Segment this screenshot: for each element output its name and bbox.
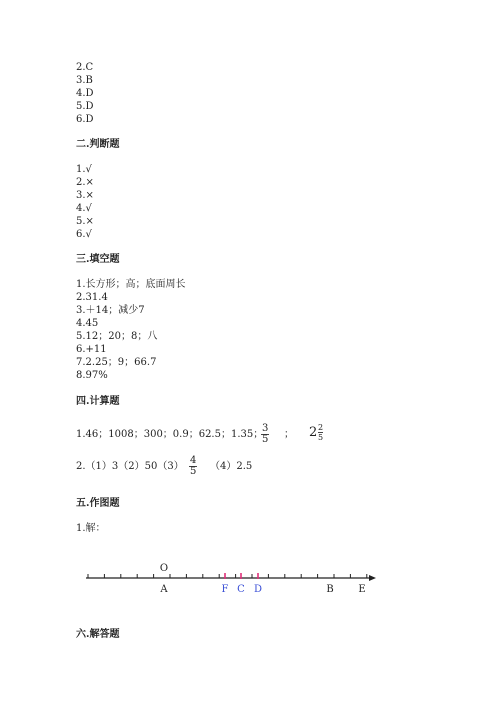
judge-answer-4: 4.√ <box>76 203 92 214</box>
choice-answer-6: 6.D <box>76 114 94 125</box>
fill-answer-5: 5.12；20；8；八 <box>76 331 158 342</box>
section-fill-title: 三.填空题 <box>76 254 120 265</box>
point-label-d: D <box>253 584 263 595</box>
point-label-e: E <box>358 584 366 595</box>
fill-answer-4: 4.45 <box>76 318 99 329</box>
choice-answer-4: 4.D <box>76 88 94 99</box>
fill-answer-6: 6.+11 <box>76 344 107 355</box>
mixed-numerator: 2 <box>318 423 324 432</box>
fill-answer-2: 2.31.4 <box>76 292 108 303</box>
mixed-whole: 2 <box>309 425 318 440</box>
judge-answer-5: 5.× <box>76 216 94 227</box>
calc-line-2-prefix: 2.（1）3（2）50（3） <box>76 461 184 472</box>
fill-answer-7: 7.2.25；9；66.7 <box>76 357 157 368</box>
point-label-c: C <box>237 584 245 595</box>
fill-answer-1: 1.长方形；高；底面周长 <box>76 279 186 290</box>
choice-answer-2: 2.C <box>76 62 94 73</box>
origin-label: O <box>159 563 169 574</box>
judge-answer-3: 3.× <box>76 190 94 201</box>
calc-line-1-separator: ； <box>284 429 294 440</box>
choice-answer-3: 3.B <box>76 75 93 86</box>
judge-answer-6: 6.√ <box>76 229 92 240</box>
point-label-f: F <box>221 584 229 595</box>
fill-answer-8: 8.97% <box>76 370 108 381</box>
calc-line-2-suffix: （4）2.5 <box>210 461 253 472</box>
fraction-numerator: 4 <box>190 455 197 466</box>
fraction-denominator: 5 <box>262 434 269 445</box>
section-judge-title: 二.判断题 <box>76 139 120 150</box>
mixed-denominator: 5 <box>318 433 324 442</box>
section-draw-title: 五.作图题 <box>76 498 120 509</box>
number-line-arrow <box>369 575 376 581</box>
judge-answer-1: 1.√ <box>76 164 92 175</box>
section-calc-title: 四.计算题 <box>76 396 120 407</box>
section-solve-title: 六.解答题 <box>76 629 120 640</box>
point-label-a: A <box>160 584 168 595</box>
calc-line-1-text: 1.46；1008；300；0.9；62.5；1.35； <box>76 429 264 440</box>
fraction-denominator: 5 <box>190 466 197 477</box>
number-line <box>86 563 376 595</box>
point-label-b: B <box>326 584 334 595</box>
fraction-numerator: 3 <box>262 423 269 434</box>
draw-answer-label: 1.解： <box>76 523 106 534</box>
choice-answer-5: 5.D <box>76 101 94 112</box>
fill-answer-3: 3.＋14；减少7 <box>76 305 145 316</box>
judge-answer-2: 2.× <box>76 177 94 188</box>
